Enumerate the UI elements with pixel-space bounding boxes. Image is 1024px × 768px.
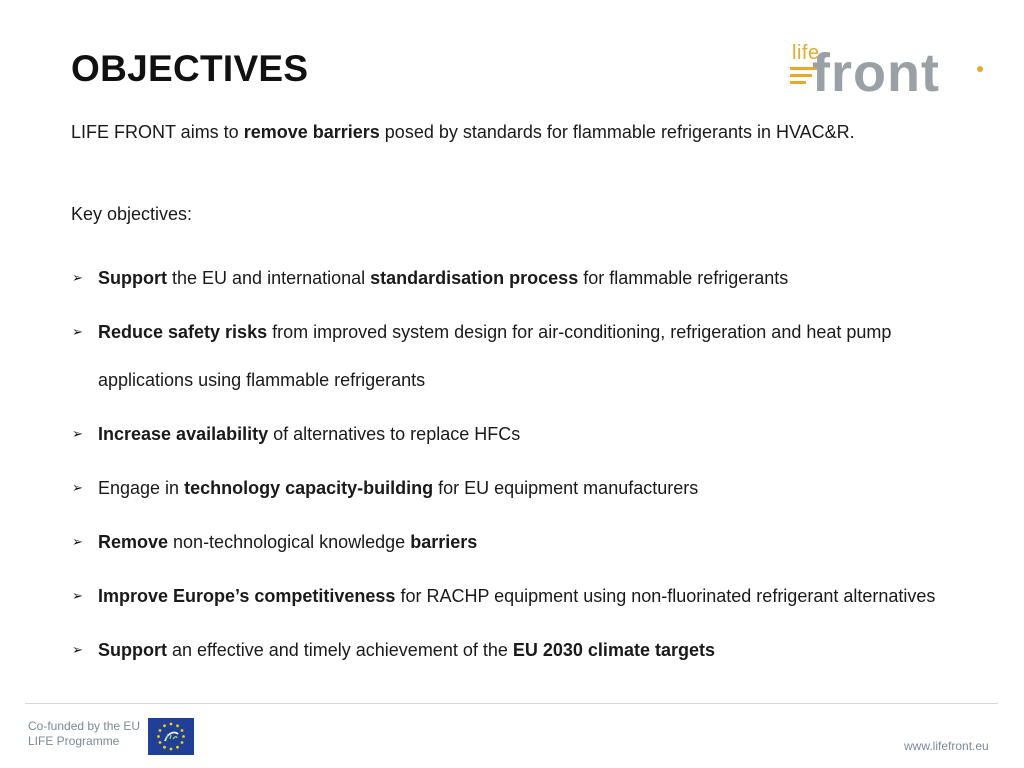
objective-emphasis: technology capacity-building <box>184 478 434 498</box>
cofunded-line-1: Co-funded by the EU <box>28 719 141 733</box>
cofunded-line-2: LIFE Programme <box>28 734 120 748</box>
objective-emphasis: Support <box>98 268 167 288</box>
cofunded-text <box>28 719 140 749</box>
objective-text: an effective and timely achievement of the <box>167 640 513 660</box>
website-url: www.lifefront.eu <box>904 739 989 753</box>
objective-text: for EU equipment manufacturers <box>433 478 699 498</box>
objective-item <box>72 254 952 302</box>
objective-emphasis: standardisation process <box>370 268 579 288</box>
objective-emphasis: Increase availability <box>98 424 269 444</box>
objective-text: non-technological knowledge <box>168 532 411 552</box>
objective-text: of alternatives to replace HFCs <box>268 424 521 444</box>
objective-item <box>72 518 952 566</box>
objective-text: from improved system design for air-conditioning, refrigeration and heat pump applications using flammable refrigerants <box>98 322 892 390</box>
key-objectives-label: Key objectives: <box>71 204 193 224</box>
objective-item <box>72 410 952 458</box>
footer-divider <box>25 703 998 704</box>
intro-bold: remove barriers <box>243 122 380 142</box>
objectives-list <box>72 254 952 680</box>
objective-text: for flammable refrigerants <box>578 268 789 288</box>
intro-paragraph <box>71 120 891 144</box>
arrow-bullet-icon: ➢ <box>72 534 83 549</box>
arrow-bullet-icon: ➢ <box>72 426 83 441</box>
logo-front-text: front <box>812 43 940 103</box>
arrow-bullet-icon: ➢ <box>72 270 83 285</box>
intro-pre: LIFE FRONT aims to <box>71 122 244 142</box>
objective-text: Engage in <box>98 478 185 498</box>
arrow-bullet-icon: ➢ <box>72 324 83 339</box>
objective-emphasis: Improve Europe’s competitiveness <box>98 586 396 606</box>
objective-item <box>72 308 952 404</box>
eu-life-flag-icon <box>148 718 194 755</box>
objective-emphasis: Support <box>98 640 167 660</box>
objective-emphasis: EU 2030 climate targets <box>512 640 715 660</box>
arrow-bullet-icon: ➢ <box>72 480 83 495</box>
logo-life-text: life <box>792 42 820 64</box>
intro-post: posed by standards for flammable refrigerants in HVAC&R. <box>379 122 855 142</box>
objective-emphasis: Remove <box>98 532 169 552</box>
objective-item <box>72 572 952 620</box>
page-title: OBJECTIVES <box>71 48 309 89</box>
objective-item <box>72 626 952 674</box>
logo-dot <box>977 66 983 72</box>
objective-item <box>72 464 952 512</box>
life-front-logo <box>790 40 990 103</box>
objective-emphasis: barriers <box>410 532 478 552</box>
arrow-bullet-icon: ➢ <box>72 588 83 603</box>
objective-text: for RACHP equipment using non-fluorinated refrigerant alternatives <box>395 586 936 606</box>
objective-emphasis: Reduce safety risks <box>98 322 268 342</box>
arrow-bullet-icon: ➢ <box>72 642 83 657</box>
objective-text: the EU and international <box>167 268 371 288</box>
